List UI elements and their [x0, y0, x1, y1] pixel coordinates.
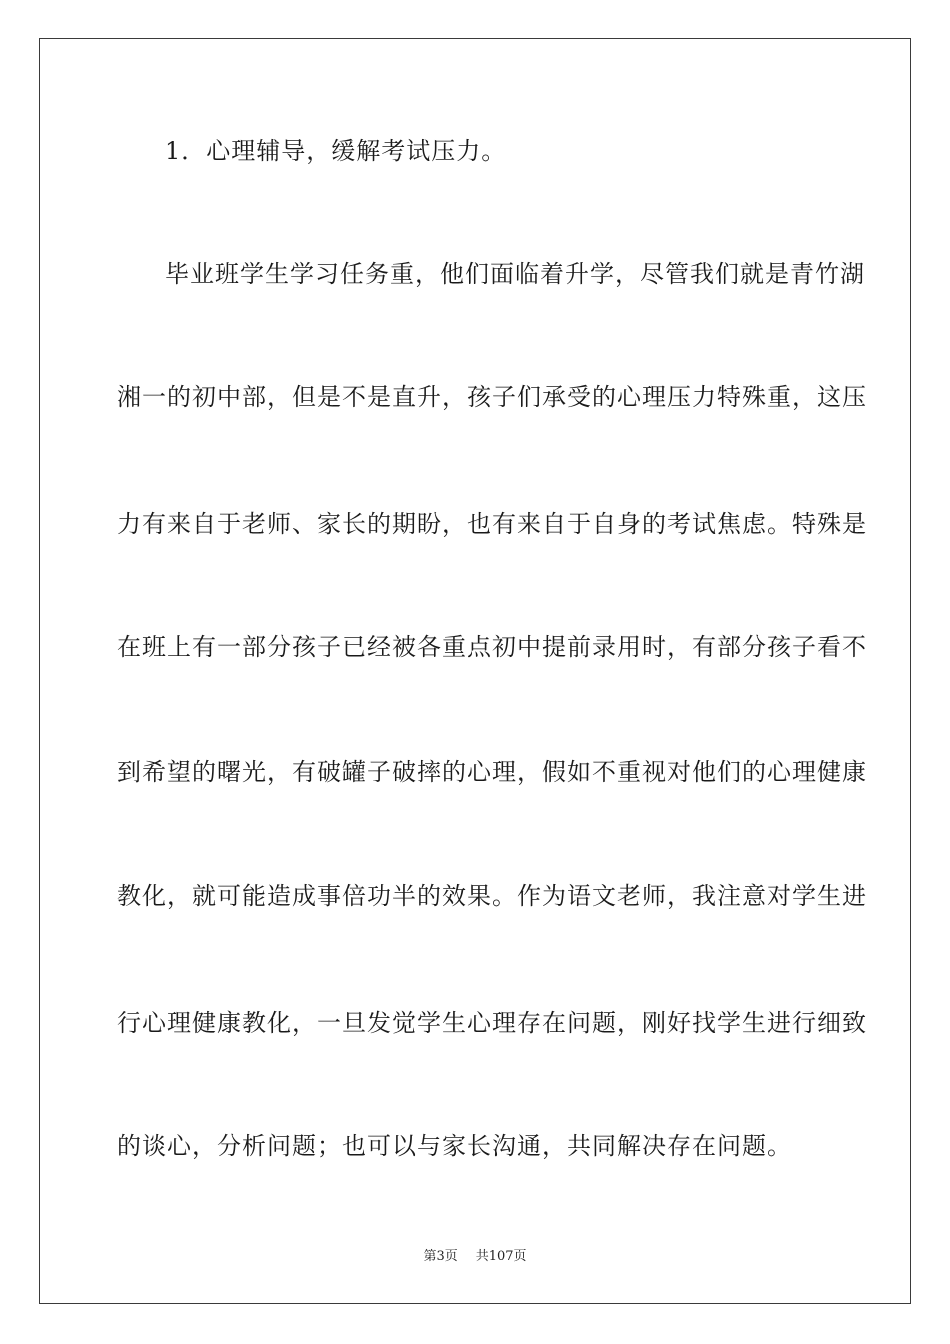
page-total: 共107页	[475, 1249, 527, 1264]
paragraph-line: 力有来自于老师、家长的期盼，也有来自于自身的考试焦虑。特殊是	[117, 510, 867, 538]
page-border	[39, 38, 911, 1304]
page-footer	[0, 1248, 950, 1266]
paragraph-line: 到希望的曙光，有破罐子破摔的心理，假如不重视对他们的心理健康	[117, 758, 867, 786]
page-number: 第3页	[423, 1249, 458, 1264]
paragraph-line: 湘一的初中部，但是不是直升，孩子们承受的心理压力特殊重，这压	[117, 383, 867, 411]
paragraph-line: 的谈心，分析问题；也可以与家长沟通，共同解决存在问题。	[117, 1132, 792, 1160]
paragraph-line: 在班上有一部分孩子已经被各重点初中提前录用时，有部分孩子看不	[117, 633, 867, 661]
paragraph-line: 行心理健康教化，一旦发觉学生心理存在问题，刚好找学生进行细致	[117, 1009, 867, 1037]
section-heading: 1．心理辅导，缓解考试压力。	[165, 137, 507, 165]
paragraph-line: 毕业班学生学习任务重，他们面临着升学，尽管我们就是青竹湖	[165, 260, 865, 288]
paragraph-line: 教化，就可能造成事倍功半的效果。作为语文老师，我注意对学生进	[117, 882, 867, 910]
